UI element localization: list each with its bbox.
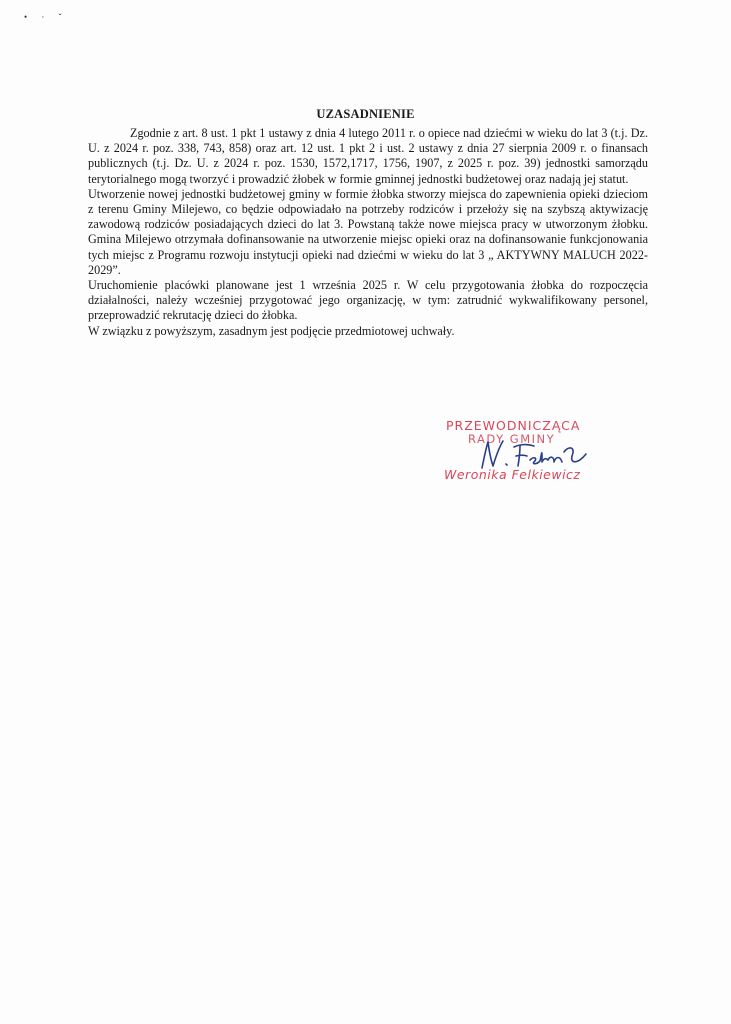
paragraph-launch: Uruchomienie placówki planowane jest 1 września 2025 r. W celu przygotowania żłobka do rozpoczęcia działalności, należy wcześniej przygotować jego organizację, w tym: zatrudnić wykwalifikowany personel, przeprowadzić rekrutację dzieci do żłobka. [88, 278, 648, 323]
stamp-signatory-name: Weronika Felkiewicz [444, 467, 581, 482]
chairwoman-stamp [436, 418, 606, 488]
paragraph-conclusion: W związku z powyższym, zasadnym jest podjęcie przedmiotowej uchwały. [88, 323, 455, 338]
paragraph-legal-basis: Zgodnie z art. 8 ust. 1 pkt 1 ustawy z dnia 4 lutego 2011 r. o opiece nad dziećmi w wieku do lat 3 (t.j. Dz. U. z 2024 r. poz. 338, 743, 858) oraz art. 12 ust. 1 pkt 2 i ust. 2 ustawy z dnia 27 sierpnia 2009 r. o finansach publicznych (t.j. Dz. U. z 2024 r. poz. 1530, 1572,1717, 1756, 1907, z 2025 r. poz. 39) jednostki samorządu terytorialnego mogą tworzyć i prowadzić żłobek w formie gminnej jednostki budżetowej oraz nadają jej statut. [88, 126, 648, 186]
stamp-council-line: RADY GMINY [468, 432, 556, 446]
scan-artifact-marks: • · ˇ [24, 12, 68, 22]
stamp-title-line: PRZEWODNICZĄCA [446, 418, 581, 433]
document-body [88, 126, 648, 339]
document-title: UZASADNIENIE [316, 107, 415, 121]
paragraph-purpose: Utworzenie nowej jednostki budżetowej gminy w formie żłobka stworzy miejsca do zapewnienia opieki dzieciom z terenu Gminy Milejewo, co będzie odpowiadało na potrzeby rodziców i przełoży się na szybszą aktywizację zawodową rodziców posiadających dzieci do lat 3. Powstaną także nowe miejsca pracy w utworzonym żłobku. Gmina Milejewo otrzymała dofinansowanie na utworzenie miejsc opieki oraz na dofinansowanie funkcjonowania tych miejsc z Programu rozwoju instytucji opieki nad dziećmi w wieku do lat 3 „ AKTYWNY MALUCH 2022-2029”. [88, 186, 648, 277]
